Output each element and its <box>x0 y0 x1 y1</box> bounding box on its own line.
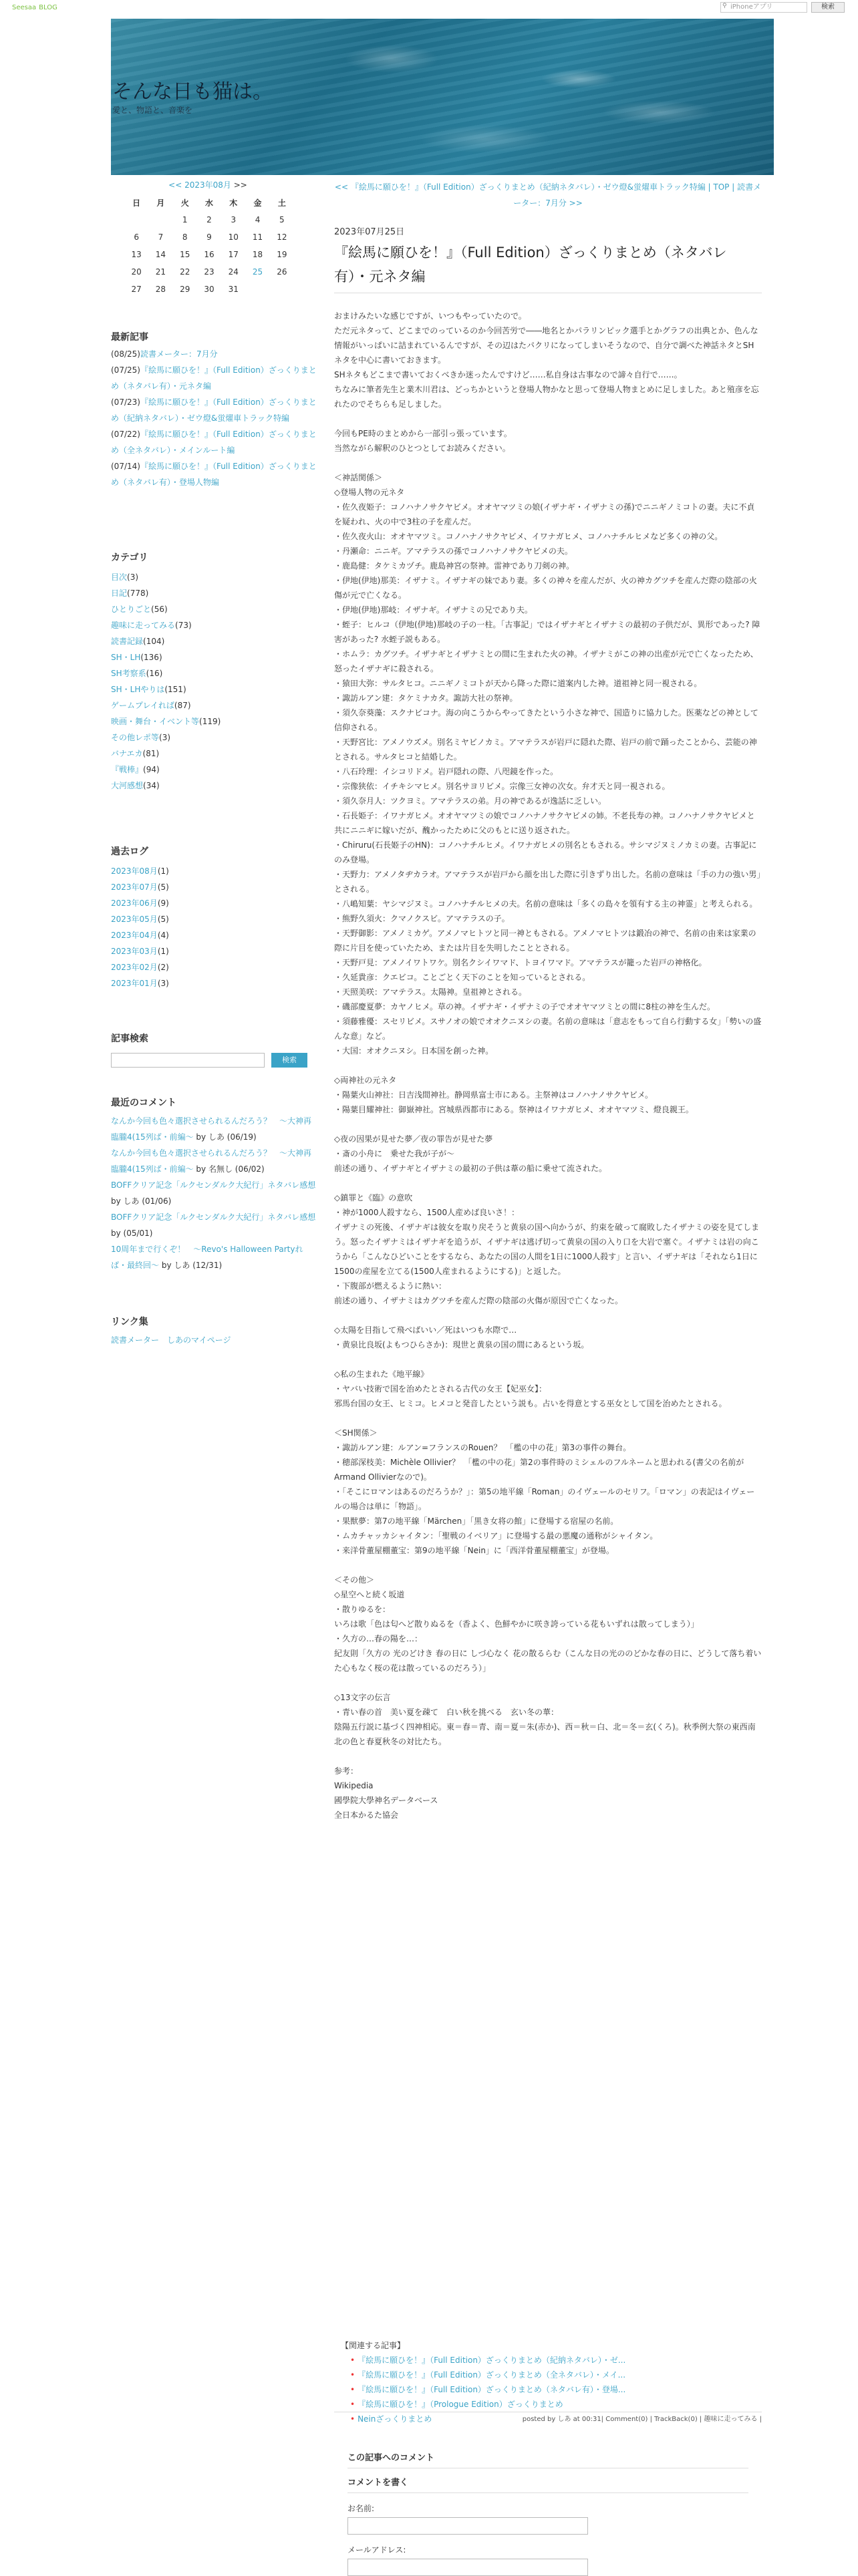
calendar-next-link[interactable]: >> <box>233 180 247 190</box>
category-item <box>111 778 318 794</box>
calendar-week-row <box>124 246 294 263</box>
archives-heading: 過去ログ <box>111 846 148 857</box>
calendar-week-row <box>124 281 294 298</box>
related-item <box>350 2368 762 2382</box>
category-count: (136) <box>140 653 162 662</box>
category-count: (119) <box>199 717 221 726</box>
calendar-day: 8 <box>182 232 188 242</box>
recent-comment-item <box>111 1177 318 1209</box>
calendar-day: 10 <box>228 232 239 242</box>
calendar-day: 24 <box>228 267 239 277</box>
calendar-prev-link[interactable]: << <box>168 180 182 190</box>
calendar-weekday-row <box>124 194 294 211</box>
recent-posts-heading: 最新記事 <box>111 332 148 343</box>
archive-count: (1) <box>157 947 169 956</box>
archive-link[interactable]: 2023年01月 <box>111 979 158 988</box>
calendar-day: 16 <box>204 250 214 259</box>
category-link[interactable]: 目次 <box>111 573 128 582</box>
logo-text: Seesaa <box>12 4 37 11</box>
recent-comment-link[interactable]: なんか今回も色々選択させられるんだろう？ 〜大神再臨朧4(15列ば・前編〜 <box>111 1116 312 1142</box>
archive-link[interactable]: 2023年03月 <box>111 947 158 956</box>
post-paragraph: ＜SH関係＞ ・諏訪ルアン建：ルアン=フランスのRouen？ 「檻の中の花」第3の事件の舞台。 ・穂部深枝美：Michèle Ollivier？ 「檻の中の花」第2の事件時のミシェルのフルネームと思われる(書父の名前がArmand Ollivierなので)。 ・「そこにロマンはあるのだろうか？」：第5の地平線「Roman」のイヴェールのセリフ。「ロマン」の表記はイヴェールの場合は単に「物語」。 ・果獣夢：第7の地平線「Märchen」「黒き女将の館」に登場する宿屋の名前。 ・ムカチャッカシャイタン：「聖戦のイベリア」に登場する最の悪魔の通称がシャイタン。 ・来洋骨董屋棚董宝：第9の地平線「Nein」に「西洋骨董屋棚董宝」が登場。 <box>334 1428 755 1555</box>
calendar-day: 12 <box>277 232 287 242</box>
category-item <box>111 665 318 681</box>
category-count: (16) <box>146 669 163 678</box>
calendar-day: 29 <box>180 285 190 294</box>
external-link[interactable]: 読書メーター しあのマイページ <box>111 1335 231 1345</box>
recent-comments-heading: 最近のコメント <box>111 1098 176 1108</box>
category-item <box>111 585 318 601</box>
post-footer: posted by しあ at 00:31| Comment(0) | TrackBack(0) | 趣味に走ってみる | <box>334 2412 762 2427</box>
calendar-weekday: 金 <box>253 198 262 208</box>
archive-count: (3) <box>157 979 169 988</box>
calendar-day: 9 <box>206 232 212 242</box>
related-link[interactable]: Neinざっくりまとめ <box>358 2414 432 2424</box>
blog-search-button[interactable]: 検索 <box>811 2 845 13</box>
archive-link[interactable]: 2023年02月 <box>111 963 158 972</box>
calendar-day: 17 <box>228 250 239 259</box>
recent-post-link[interactable]: 『絵馬に願ひを！』（Full Edition）ざっくりまとめ（全ネタバレ）・メインルート編 <box>111 430 317 455</box>
category-count: (94) <box>143 765 160 774</box>
calendar-day: 28 <box>155 285 166 294</box>
calendar-day: 30 <box>204 285 214 294</box>
email-field[interactable] <box>347 2559 588 2576</box>
post-paragraph: ＜その他＞ ◇星空へと続く坂道 ・散りゆるを： いろは歌「色は匂へど散りぬるを（香よく、色鮮やかに咲き誇っている花もいずれは散ってしまう）」 ・久方の…春の陽を…： 紀友則「久方の 光のどけき 春の日に しづ心なく 花の散るらむ（こんな日の光ののどかな春の日に、どうして落ち着いた心もなく桜の花は散っているのだろう）」 <box>334 1575 762 1673</box>
recent-post-date: (07/14) <box>111 462 140 471</box>
calendar-day: 15 <box>180 250 190 259</box>
calendar-day: 5 <box>279 215 285 224</box>
category-link[interactable]: 『戦棒』 <box>111 765 144 774</box>
archives-list <box>111 863 318 991</box>
category-item <box>111 649 318 665</box>
category-item <box>111 601 318 617</box>
post-paragraph: ◇太陽を目指して飛べばいい／死はいつも水際で… ・黄泉比良坂(よもつひらさか)：現世と黄泉の国の間にあるという坂。 <box>334 1325 589 1349</box>
archive-link[interactable]: 2023年06月 <box>111 899 158 908</box>
archive-link[interactable]: 2023年07月 <box>111 882 158 892</box>
category-count: (87) <box>174 701 191 710</box>
calendar-week-row <box>124 263 294 281</box>
related-item <box>350 2397 762 2412</box>
recent-post-date: (07/25) <box>111 365 140 375</box>
recent-comment-author: by 名無し (06/02) <box>196 1164 265 1174</box>
category-link[interactable]: 読書記録 <box>111 637 144 646</box>
calendar-day: 23 <box>204 267 214 277</box>
recent-posts-list <box>111 346 318 490</box>
post-paragraph: ◇夜の因果が見せた夢／夜の罪告が見せた夢 ・斎の小舟に 乗せた我が子が〜 前述の通り、イザナギとイザナミの最初の子供は葦の船に乗せて流された。 <box>334 1134 607 1173</box>
calendar-day: 22 <box>180 267 190 277</box>
recent-comment-item <box>111 1209 318 1241</box>
blog-subtitle: 愛と、物語と、音楽を <box>112 106 193 115</box>
related-link[interactable]: 『絵馬に願ひを！』（Full Edition）ざっくりまとめ（ネタバレ有）・登場... <box>358 2385 626 2394</box>
calendar-day: 31 <box>228 285 239 294</box>
post-paragraph: ◇私の生まれた《地平線》 ・ヤバい技術で国を治めたとされる古代の女王【妃巫女】： 邪馬台国の女王、ヒミコ。ヒメコと発音したという説も。占いを得意とする巫女として国を治めたとされる。 <box>334 1370 727 1408</box>
recent-comment-item <box>111 1113 318 1145</box>
post-date: 2023年07月25日 <box>334 227 405 237</box>
archive-item <box>111 863 318 879</box>
archive-item <box>111 975 318 991</box>
calendar-day: 26 <box>277 267 287 277</box>
category-link[interactable]: ひとりごと <box>111 605 152 614</box>
comments-heading: この記事へのコメント <box>347 2449 748 2468</box>
related-item <box>350 2382 762 2397</box>
calendar-day: 4 <box>255 215 261 224</box>
calendar-day <box>270 281 294 298</box>
archive-item <box>111 959 318 975</box>
calendar-weekday: 土 <box>277 198 286 208</box>
related-item <box>350 2353 762 2368</box>
post-title: 『絵馬に願ひを！』（Full Edition）ざっくりまとめ（ネタバレ有）・元ネタ編 <box>334 245 727 285</box>
calendar-weekday: 火 <box>180 198 189 208</box>
calendar-day: 19 <box>277 250 287 259</box>
archive-link[interactable]: 2023年05月 <box>111 915 158 924</box>
recent-post-item <box>111 426 318 458</box>
recent-comment-link[interactable]: BOFFクリア記念「ルクセンダルク大紀行」ネタバレ感想 <box>111 1180 316 1190</box>
recent-comment-link[interactable]: 10周年まで行くぞ！ 〜Revo's Halloween Partyれば・最終回〜 <box>111 1245 303 1270</box>
calendar-weekday: 水 <box>204 198 213 208</box>
category-link[interactable]: バナエカ <box>111 749 143 758</box>
recent-post-date: (08/25) <box>111 349 140 359</box>
top-link[interactable]: TOP <box>713 182 730 192</box>
archive-count: (5) <box>157 915 169 924</box>
archive-link[interactable]: 2023年08月 <box>111 866 158 876</box>
category-item <box>111 633 318 649</box>
calendar-day: 1 <box>182 215 188 224</box>
calendar-weekday: 木 <box>229 198 238 208</box>
calendar-day <box>148 211 172 228</box>
related-link[interactable]: 『絵馬に願ひを！』（Full Edition）ざっくりまとめ（紀納ネタバレ）・ゼ... <box>358 2356 626 2365</box>
calendar-day: 27 <box>131 285 142 294</box>
post-body <box>334 309 762 1822</box>
recent-post-link[interactable]: 『絵馬に願ひを！』（Full Edition）ざっくりまとめ（紀納ネタバレ）・ゼウ燈&蛍燿車トラック特編 <box>111 397 317 423</box>
prev-post-link[interactable]: << 『絵馬に願ひを！』（Full Edition）ざっくりまとめ（紀納ネタバレ）・ゼウ燈&蛍燿車トラック特編 <box>334 182 706 192</box>
category-link[interactable]: その他レポ等 <box>111 733 160 742</box>
calendar-day: 20 <box>131 267 142 277</box>
category-link[interactable]: ゲームプレイれば <box>111 701 174 710</box>
category-count: (104) <box>143 637 165 646</box>
category-link[interactable]: 日記 <box>111 589 128 598</box>
category-count: (73) <box>175 621 192 630</box>
archive-count: (1) <box>157 866 169 876</box>
bullet-icon: • <box>350 2356 355 2365</box>
archive-item <box>111 911 318 927</box>
post-paragraph: おまけみたいな感じですが、いつもやっていたので。 ただ元ネタって、どこまでのっているのか今回苦労で――地名とかパラリンピック選手とかグラフの出典とか、色んな情報がいっぱいに詰まれているんですが、その辺はたパクリになってしまいそうなので、自分で調べた神話ネタとSHネタを中心に書いておきます。 SHネタもどこまで書いておくべきか迷ったんですけど……私自身は古事なので諦々自行で……。 ちなみに筆者先生と業木川君は、どっちかというと登場人物かなと思って登場人物まとめに足しました。あと殖彦を忘れたのでそちらも足しました。 今回もPE時のまとめから一部引っ張っています。 当然ながら解釈のひとつとしてお読みください。 <box>334 311 759 453</box>
logo-sub-text: BLOG <box>39 4 57 11</box>
category-item <box>111 617 318 633</box>
category-item <box>111 746 318 762</box>
categories-list <box>111 569 318 794</box>
search-icon: ⚲ <box>722 3 727 9</box>
calendar-weekday: 日 <box>132 198 141 208</box>
write-comment-heading: コメントを書く <box>347 2474 748 2493</box>
category-link[interactable]: SH考察系 <box>111 669 146 678</box>
post-paragraph: ◇13文字の伝言 ・青い春の首 美い夏を疎て 白い秋を挑べる 玄い冬の華： 陰陽五行説に基づく四神相応。東＝春＝青、南＝夏＝朱(赤か)、西＝秋＝白、北＝冬＝玄(くろ)。秋季例大祭の東西南北の色と春夏秋冬の対比たち。 <box>334 1693 756 1746</box>
archive-count: (5) <box>157 882 169 892</box>
calendar-day: 6 <box>134 232 139 242</box>
article-search-button[interactable]: 検索 <box>271 1053 307 1068</box>
top-bar <box>0 0 858 15</box>
categories-heading: カテゴリ <box>111 552 148 563</box>
calendar-weekday: 月 <box>156 198 165 208</box>
header-banner <box>111 19 774 175</box>
category-count: (56) <box>151 605 168 614</box>
post-paragraph: 参考： Wikipedia 國學院大學神名データベース 全日本かるた協会 <box>334 1766 438 1820</box>
recent-comment-item <box>111 1145 318 1177</box>
archive-count: (2) <box>157 963 169 972</box>
post-paragraph: ＜神話関係＞ ◇登場人物の元ネタ ・佐久夜姫子：コノハナノサクヤビメ。オオヤマツミの娘(イザナギ・イザナミの孫)でニニギノミコトの妻。夫に不貞を疑われ、火の中で3柱の子を産んだ。 ・佐久夜火山：オオヤマツミ。コノハナノサクヤビメ、イワナガヒメ、コノハナチルヒメなど多くの神の父。 ・丹瀬命：ニニギ。アマテラスの孫でコノハナノサクヤビメの夫。 ・鹿島健：タケミカヅチ。鹿島神宮の祭神。雷神であり刀剣の神。 ・伊地(伊地)那美：イザナミ。イザナギの妹であり妻。多くの神々を産んだが、火の神カグツチを産んだ際の陰部の火傷が元で亡くなる。 ・伊地(伊地)那岐：イザナギ。イザナミの兄であり夫。 ・蛭子：ヒルコ（伊地(伊地)那岐の子の一柱。「古事記」ではイザナギとイザナミの最初の子供だが、異形であった? 障害があった? 水蛭子説もある。 ・ホムラ：カグツチ。イザナギとイザナミとの間に生まれた火の神。イザナミがこの神の出産が元で亡くなったため、怒ったイザナギに殺される。 ・猿田大弥：サルタヒコ。ニニギノミコトが天から降った際に道案内した神。道祖神と同一視される。 ・諏訪ルアン建：タケミナカタ。諏訪大社の祭神。 ・須久奈葵藻：スクナビコナ。海の向こうからやってきたという小さな神で、国造りに協力した。医薬などの神として信仰される。 ・天野宮比：アメノウズメ。別名ミヤビノカミ。アマテラスが岩戸に隠れた際、岩戸の前で踊ったことから、芸能の神とされる。サルタヒコと結婚した。 ・八石玲理：イシコリドメ。岩戸隠れの際、八咫鏡を作った。 ・宗像狭依：イチキシマヒメ。別名サヨリビメ。宗像三女神の次女。弁才天と同一視される。 ・須久奈月人：ツクヨミ。アマテラスの弟。月の神であるが逸話に乏しい。 ・石長姫子：イワナガヒメ。オオヤマツミの娘でコノハナノサクヤビメの姉。不老長寿の神。コノハナノサクヤビメと共にニニギに嫁いだが、醜かったために父のもとに送り返された。 ・Chiruru(石長姫子のHN)：コノハナチルヒメ。イワナガヒメの別名ともされる。サシマジヌミノカミの妻。古事記にのみ登場。 ・天野力：アメノタヂカラオ。アマテラスが岩戸から顔を出した際に引きずり出した。名前の意味は「手の力の強い男」とされる。 ・八嶋知葉：ヤシマジヌミ。コノハナチルヒメの夫。名前の意味は「多くの島々を領有する主の神霊」と考えられる。 ・熊野久須火：クマノクスビ。アマテラスの子。 ・天野御影：アメノミカゲ。アメノマヒトツと同一神ともされる。アメノマヒトツは鍛冶の神で、名前の由来は家業の際に片目を使っていたため、または片目を失明したこととされる。 ・天野戸見：アメノイワトワケ。別名クシイワマド、トヨイワマド。アマテラスが籠った岩戸の神格化。 ・久延貴彦：クエビコ。ことごとく天下のことを知っているとされる。 ・天照美咲：アマテラス。太陽神。皇祖神とされる。 ・磯部慶夏夢：カヤノヒメ。草の神。イザナギ・イザナミの子でオオヤマツミとの間に8柱の神を生んだ。 ・須藤雅優：スセリビメ。スサノオの娘でオオクニヌシの妻。名前の意味は「意志をもって自ら行動する女」「勢いの盛んな意」など。 ・大国：オオクニヌシ。日本国を創った神。 <box>334 473 762 1056</box>
article-search-heading: 記事検索 <box>111 1033 148 1044</box>
recent-post-date: (07/22) <box>111 430 140 439</box>
recent-comment-author: by しあ (06/19) <box>196 1132 257 1142</box>
archive-item <box>111 879 318 895</box>
category-link[interactable]: 趣味に走ってみる <box>111 621 176 630</box>
category-item <box>111 762 318 778</box>
blog-search-input[interactable]: iPhoneアプリ <box>720 2 807 13</box>
links-heading: リンク集 <box>111 1317 148 1327</box>
name-field[interactable] <box>347 2517 588 2535</box>
category-item <box>111 730 318 746</box>
blog-title[interactable]: そんな日も猫は。 <box>112 80 273 104</box>
calendar-day: 2 <box>206 215 212 224</box>
post-navigation: << 『絵馬に願ひを！』（Full Edition）ざっくりまとめ（紀納ネタバレ）・ゼウ燈&蛍燿車トラック特編 | TOP | 読書メーター：7月分 >> <box>334 182 762 208</box>
calendar-day: 18 <box>252 250 263 259</box>
seesaa-logo[interactable] <box>9 2 57 11</box>
category-count: (3) <box>159 733 171 742</box>
link-item <box>111 1332 318 1348</box>
recent-post-link[interactable]: 『絵馬に願ひを！』（Full Edition）ざっくりまとめ（ネタバレ有）・元ネタ編 <box>111 365 317 391</box>
email-label: メールアドレス: <box>347 2545 406 2555</box>
calendar-day: 7 <box>158 232 164 242</box>
calendar-day: 13 <box>131 250 142 259</box>
bullet-icon: • <box>350 2385 355 2394</box>
archive-item <box>111 895 318 911</box>
recent-comment-link[interactable]: BOFFクリア記念「ルクセンダルク大紀行」ネタバレ感想 <box>111 1213 316 1222</box>
recent-post-link[interactable]: 読書メーター：7月分 <box>140 349 218 359</box>
archive-item <box>111 943 318 959</box>
calendar-week-row <box>124 228 294 246</box>
calendar <box>124 194 294 298</box>
calendar-day <box>124 211 148 228</box>
category-link[interactable]: SH・LH <box>111 653 141 662</box>
related-link[interactable]: 『絵馬に願ひを！』（Full Edition）ざっくりまとめ（全ネタバレ）・メイ... <box>358 2370 626 2380</box>
archive-count: (9) <box>157 899 169 908</box>
category-count: (3) <box>127 573 139 582</box>
recent-post-item <box>111 346 318 362</box>
archive-link[interactable]: 2023年04月 <box>111 931 158 940</box>
category-item <box>111 681 318 697</box>
bullet-icon: • <box>350 2370 355 2380</box>
name-label: お名前: <box>347 2504 375 2513</box>
post-paragraph: ◇両神社の元ネタ ・陽葉火山神社：日吉浅間神社。静岡県富士市にある。主祭神はコノハナノサクヤビメ。 ・陽葉目耀神社：御嶽神社。宮城県西都市にある。祭神はイワナガヒメ、オオヤマツミ、燈良親王。 <box>334 1076 694 1114</box>
recent-comment-author: by しあ (01/06) <box>111 1196 172 1206</box>
calendar-week-row <box>124 211 294 228</box>
links-list <box>111 1332 318 1348</box>
bullet-icon: • <box>350 2400 355 2409</box>
next-post-link[interactable]: 読書メーター：7月分 >> <box>513 182 762 208</box>
recent-comments-list <box>111 1113 318 1273</box>
post-paragraph: ◇鎮罪と《臨》の意吹 ・神が1000人殺すなら、1500人産めば良いさ！： イザナミの死後、イザナギは彼女を取り戻そうと黄泉の国へ向かうが、約束を破って腐敗したイザナミの姿を見てしまう。怒ったイザナミはイザナギを追うが、イザナギは逃げ切って黄泉の国の入り口を大岩で塞ぐ。イザナミは岩の向こうから「こんなひどいことをするなら、あなたの国の人間を1日に1000人殺す」と言い、イザナギは「それなら1日に1500の産屋を立てる(1500人産まれるようにする)」と返した。 ・下腹部が燃えるように熱い： 前述の通り、イザナミはカグツチを産んだ際の陰部の火傷が原因で亡くなった。 <box>334 1193 760 1305</box>
recent-post-item <box>111 362 318 394</box>
recent-comment-item <box>111 1241 318 1273</box>
archive-item <box>111 927 318 943</box>
related-heading: 【関連する記事】 <box>341 2341 406 2350</box>
recent-post-item <box>111 394 318 426</box>
recent-post-date: (07/23) <box>111 397 140 407</box>
category-count: (81) <box>142 749 160 758</box>
category-count: (778) <box>127 589 149 598</box>
calendar-nav <box>111 179 305 190</box>
recent-comment-author: by (05/01) <box>111 1229 153 1238</box>
category-link[interactable]: SH・LHやりは <box>111 685 165 694</box>
recent-comment-author: by しあ (12/31) <box>161 1261 223 1270</box>
article-search-input[interactable] <box>111 1053 265 1068</box>
category-count: (151) <box>164 685 186 694</box>
calendar-day: 14 <box>155 250 166 259</box>
bullet-icon: • <box>350 2414 355 2424</box>
category-item <box>111 697 318 713</box>
calendar-day: 3 <box>231 215 237 224</box>
calendar-day <box>245 281 269 298</box>
archive-count: (4) <box>157 931 169 940</box>
calendar-month[interactable]: 2023年08月 <box>184 180 231 190</box>
comment-form <box>347 2449 748 2576</box>
category-item <box>111 713 318 730</box>
recent-post-link[interactable]: 『絵馬に願ひを！』（Full Edition）ざっくりまとめ（ネタバレ有）・登場人物編 <box>111 462 317 487</box>
recent-comment-link[interactable]: なんか今回も色々選択させられるんだろう？ 〜大神再臨朧4(15列ば・前編〜 <box>111 1148 312 1174</box>
category-link[interactable]: 映画・舞台・イベント等 <box>111 717 200 726</box>
calendar-day-link[interactable]: 25 <box>252 267 263 277</box>
calendar-day: 11 <box>252 232 263 242</box>
category-count: (34) <box>143 781 160 790</box>
category-item <box>111 569 318 585</box>
recent-post-item <box>111 458 318 490</box>
category-link[interactable]: 大河感想 <box>111 781 144 790</box>
calendar-day: 21 <box>155 267 166 277</box>
related-link[interactable]: 『絵馬に願ひを！』（Prologue Edition）ざっくりまとめ <box>358 2400 563 2409</box>
